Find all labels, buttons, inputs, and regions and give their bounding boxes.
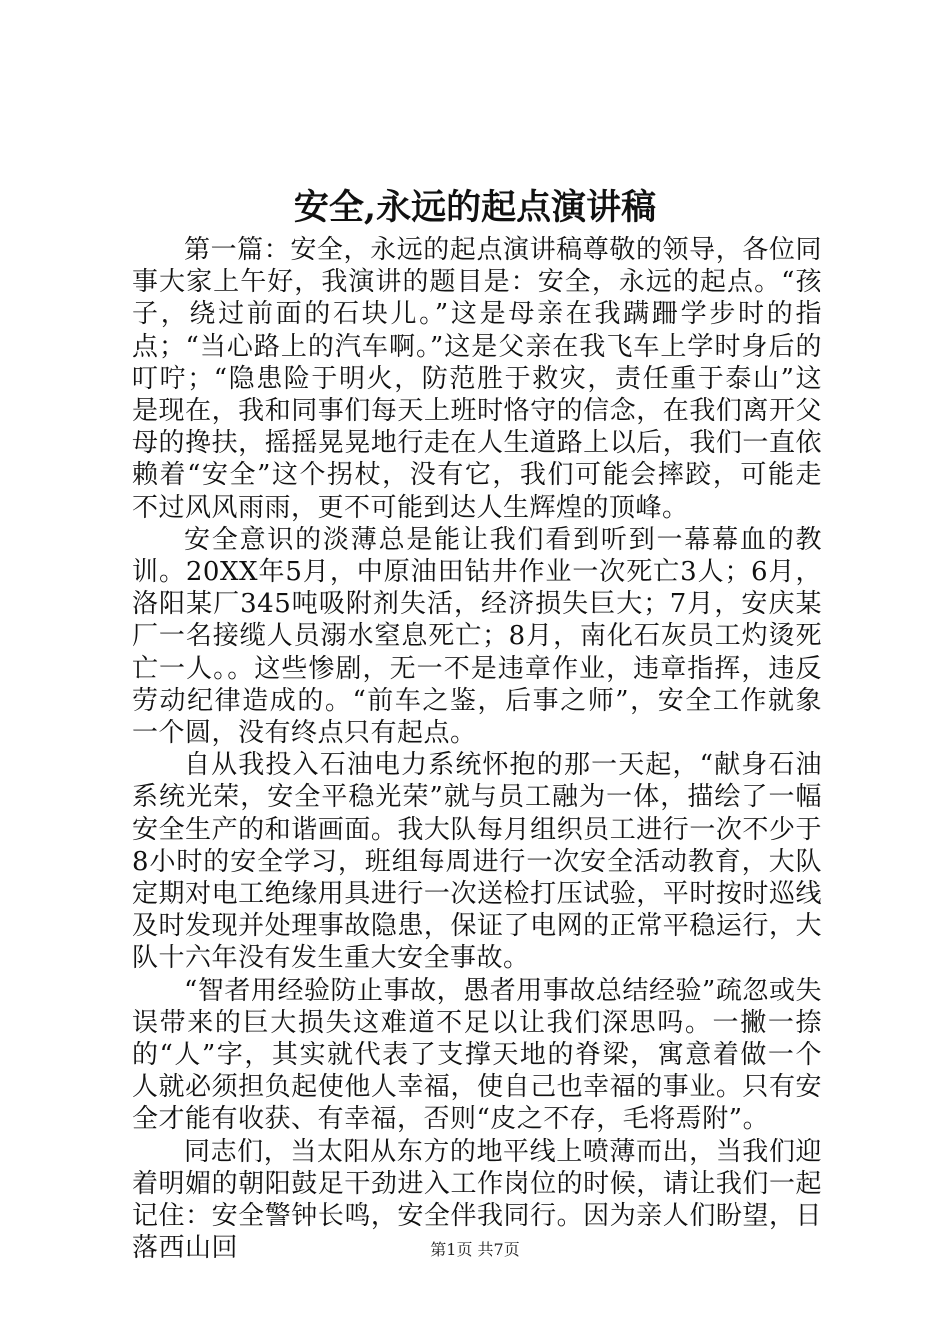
document-body <box>132 234 822 1265</box>
paragraph: 安全意识的淡薄总是能让我们看到听到一幕幕血的教训。20XX年5月，中原油田钻井作业一次死亡3人；6月，洛阳某厂345吨吸附剂失活，经济损失巨大；7月，安庆某厂一名接缆人员溺水窒息死亡；8月，南化石灰员工灼烫死亡一人。。这些惨剧，无一不是违章作业，违章指挥，违反劳动纪律造成的。“前车之鉴，后事之师”，安全工作就象一个圆，没有终点只有起点。 <box>132 524 822 749</box>
paragraph: 同志们，当太阳从东方的地平线上喷薄而出，当我们迎着明媚的朝阳鼓足干劲进入工作岗位的时候，请让我们一起记住：安全警钟长鸣，安全伴我同行。因为亲人们盼望，日落西山回 <box>132 1136 822 1264</box>
paragraph: 第一篇：安全，永远的起点演讲稿尊敬的领导，各位同事大家上午好，我演讲的题目是：安全，永远的起点。“孩子，绕过前面的石块儿。”这是母亲在我蹒跚学步时的指点；“当心路上的汽车啊。”这是父亲在我飞车上学时身后的叮咛；“隐患险于明火，防范胜于救灾，责任重于泰山”这是现在，我和同事们每天上班时恪守的信念，在我们离开父母的搀扶，摇摇晃晃地行走在人生道路上以后，我们一直依赖着“安全”这个拐杖，没有它，我们可能会摔跤，可能走不过风风雨雨，更不可能到达人生辉煌的顶峰。 <box>132 235 822 523</box>
paragraph: 自从我投入石油电力系统怀抱的那一天起，“献身石油系统光荣，安全平稳光荣”就与员工融为一体，描绘了一幅安全生产的和谐画面。我大队每月组织员工进行一次不少于8小时的安全学习，班组每周进行一次安全活动教育，大队定期对电工绝缘用具进行一次送检打压试验，平时按时巡线及时发现并处理事故隐患，保证了电网的正常平稳运行，大队十六年没有发生重大安全事故。 <box>132 750 822 974</box>
document-title: 安全,永远的起点演讲稿 <box>293 187 657 228</box>
paragraph: “智者用经验防止事故，愚者用事故总结经验”疏忽或失误带来的巨大损失这难道不足以让我们深思吗。一撇一捺的“人”字，其实就代表了支撑天地的脊梁，寓意着做一个人就必须担负起使他人幸福，使自己也幸福的事业。只有安全才能有收获、有幸福，否则“皮之不存，毛将焉附”。 <box>132 975 822 1135</box>
page-number-footer: 第1页 共7页 <box>430 1240 520 1259</box>
